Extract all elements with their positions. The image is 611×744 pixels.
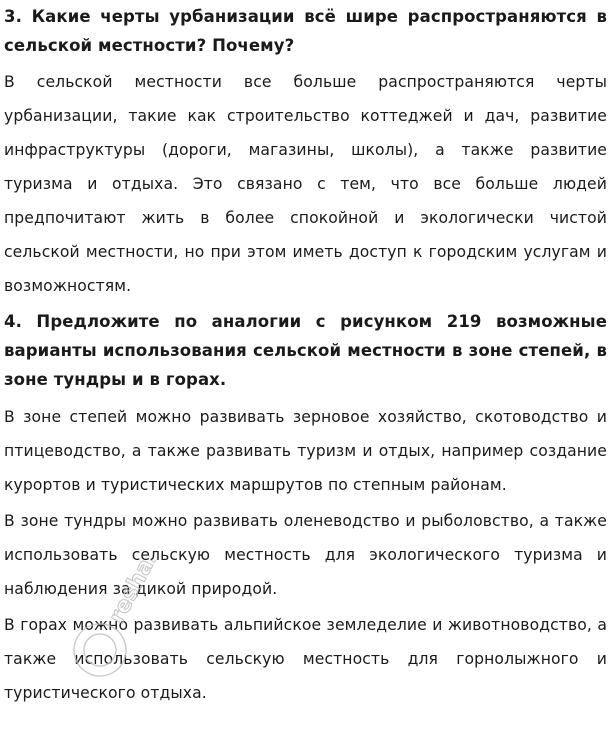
question-4-answer-steppe: В зоне степей можно развивать зерновое хозяйство, скотоводство и птицеводство, а также развивать туризм и отдых, например создание курортов и туристических маршрутов по степным районам. [4,408,607,494]
question-3-answer: В сельской местности все больше распространяются черты урбанизации, такие как строительство коттеджей и дач, развитие инфраструктуры (дороги, магазины, школы), а также развитие туризма и отдыха. Это связано с тем, что все больше людей предпочитают жить в более спокойной и экологически чистой сельской местности, но при этом иметь доступ к городским услугам и возможностям. [4,73,607,295]
watermark-text: reshak.ru [104,560,180,628]
question-4-answer-mountains: В горах можно развивать альпийское земледелие и животноводство, а также использовать сельскую местность для горнолыжного и туристического отдыха. [4,616,607,702]
question-3-heading: 3. Какие черты урбанизации всё шире распространяются в сельской местности? Почему? [4,7,607,55]
question-4-answer-tundra: В зоне тундры можно развивать оленеводство и рыболовство, а также использовать сельскую местность для экологического туризма и наблюдения за дикой природой. [4,512,607,598]
question-4-heading: 4. Предложите по аналогии с рисунком 219 возможные варианты использования сельской местности в зоне степей, в зоне тундры и в горах. [4,312,607,389]
